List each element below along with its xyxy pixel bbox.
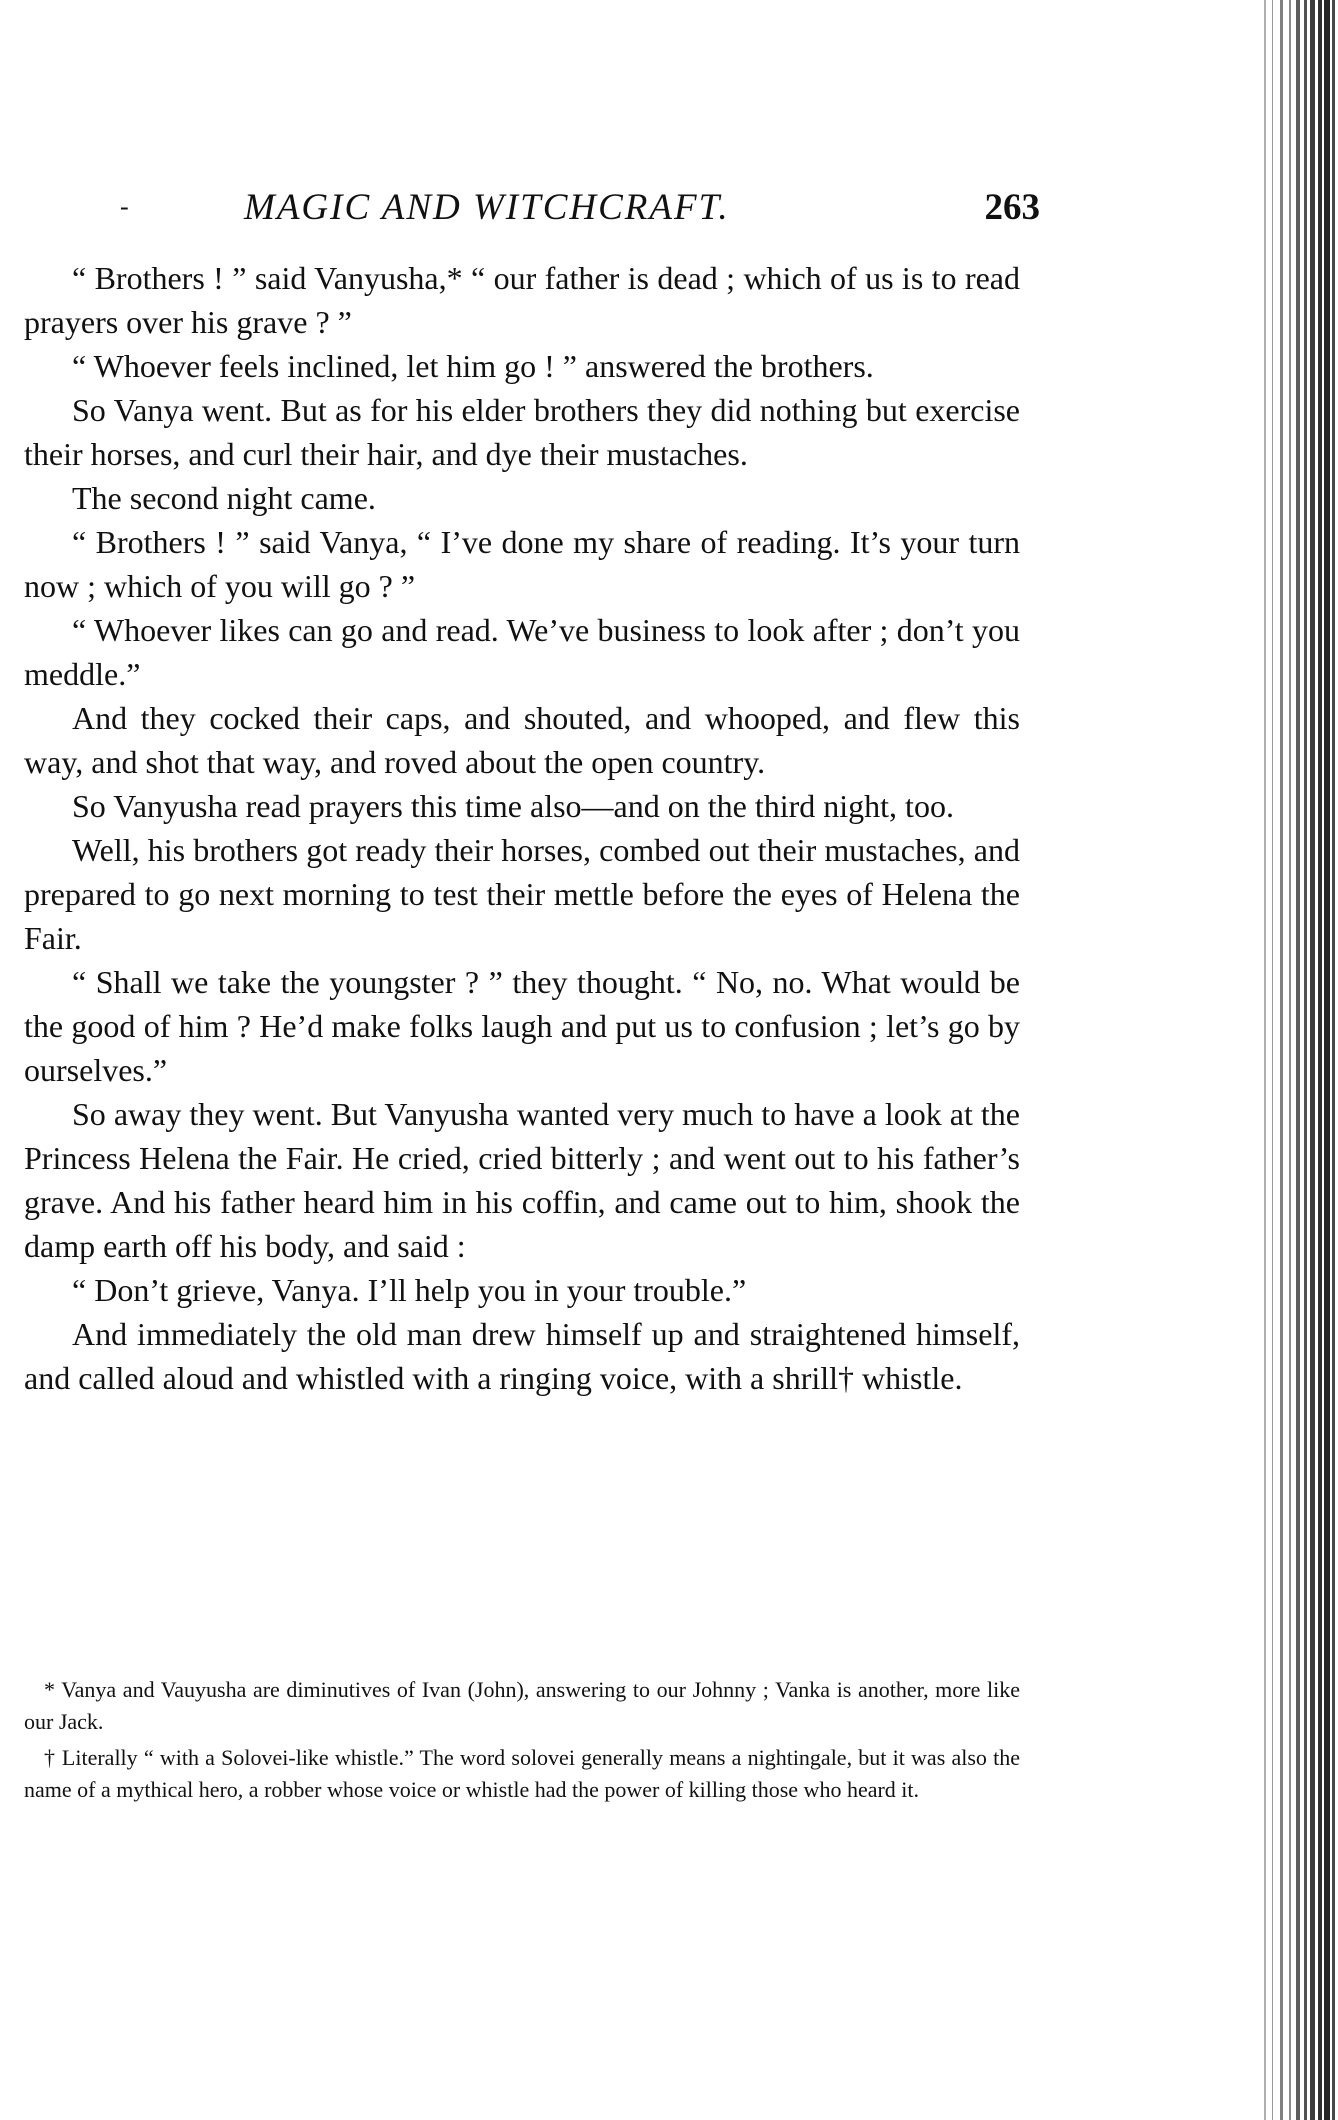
page-number: 263 [984,187,1040,228]
gutter-line [1272,0,1273,2120]
gutter-line [1289,0,1291,2120]
gutter-line [1296,0,1300,2120]
footnotes [24,1674,1020,1810]
gutter-line [1264,0,1266,2120]
paragraph: So Vanya went. But as for his elder brothers they did nothing but exercise their horses, and curl their hair, and dye their mustaches. [24,392,1020,472]
gutter-line [1318,0,1322,2120]
paragraph: “ Whoever likes can go and read. We’ve business to look after ; don’t you meddle.” [24,612,1020,692]
gutter-line [1324,0,1330,2120]
gutter-line [1310,0,1315,2120]
page-gutter-shadow [1262,0,1338,2120]
paragraph: “ Whoever feels inclined, let him go ! ” answered the brothers. [72,348,874,384]
paragraph: “ Don’t grieve, Vanya. I’ll help you in your trouble.” [72,1272,747,1308]
paragraph: And they cocked their caps, and shouted, and whooped, and flew this way, and shot that way, and roved about the open country. [24,700,1020,780]
paragraph: Well, his brothers got ready their horses, combed out their mustaches, and prepared to go next morning to test their mettle before the eyes of Helena the Fair. [24,832,1020,956]
body-text [24,256,1020,1400]
header-dash: - [120,192,129,221]
paragraph: So away they went. But Vanyusha wanted very much to have a look at the Princess Helena the Fair. He cried, cried bitterly ; and went out to his father’s grave. And his father heard him in his coffin, and came out to him, shook the damp earth off his body, and said : [24,1096,1020,1264]
paragraph: “ Brothers ! ” said Vanya, “ I’ve done my share of reading. It’s your turn now ; which of you will go ? ” [24,524,1020,604]
paragraph: “ Brothers ! ” said Vanyusha,* “ our father is dead ; which of us is to read prayers over his grave ? ” [24,260,1020,340]
paragraph: The second night came. [72,480,376,516]
gutter-line [1280,0,1283,2120]
paragraph: And immediately the old man drew himself up and straightened himself, and called aloud and whistled with a ringing voice, with a shrill† whistle. [24,1316,1020,1396]
paragraph: “ Shall we take the youngster ? ” they thought. “ No, no. What would be the good of him ? He’d make folks laugh and put us to confusion ; let’s go by ourselves.” [24,964,1020,1088]
paragraph: So Vanyusha read prayers this time also—and on the third night, too. [72,788,954,824]
gutter-line [1332,0,1335,2120]
gutter-line [1304,0,1307,2120]
page-header [120,186,1040,236]
footnote: * Vanya and Vauyusha are diminutives of Ivan (John), answering to our Johnny ; Vanka is another, more like our Jack. [24,1677,1020,1734]
footnote: † Literally “ with a Solovei-like whistle.” The word solovei generally means a nightingale, but it was also the name of a mythical hero, a robber whose voice or whistle had the power of killing those who heard it. [24,1745,1020,1802]
running-title: MAGIC AND WITCHCRAFT. [244,187,730,228]
